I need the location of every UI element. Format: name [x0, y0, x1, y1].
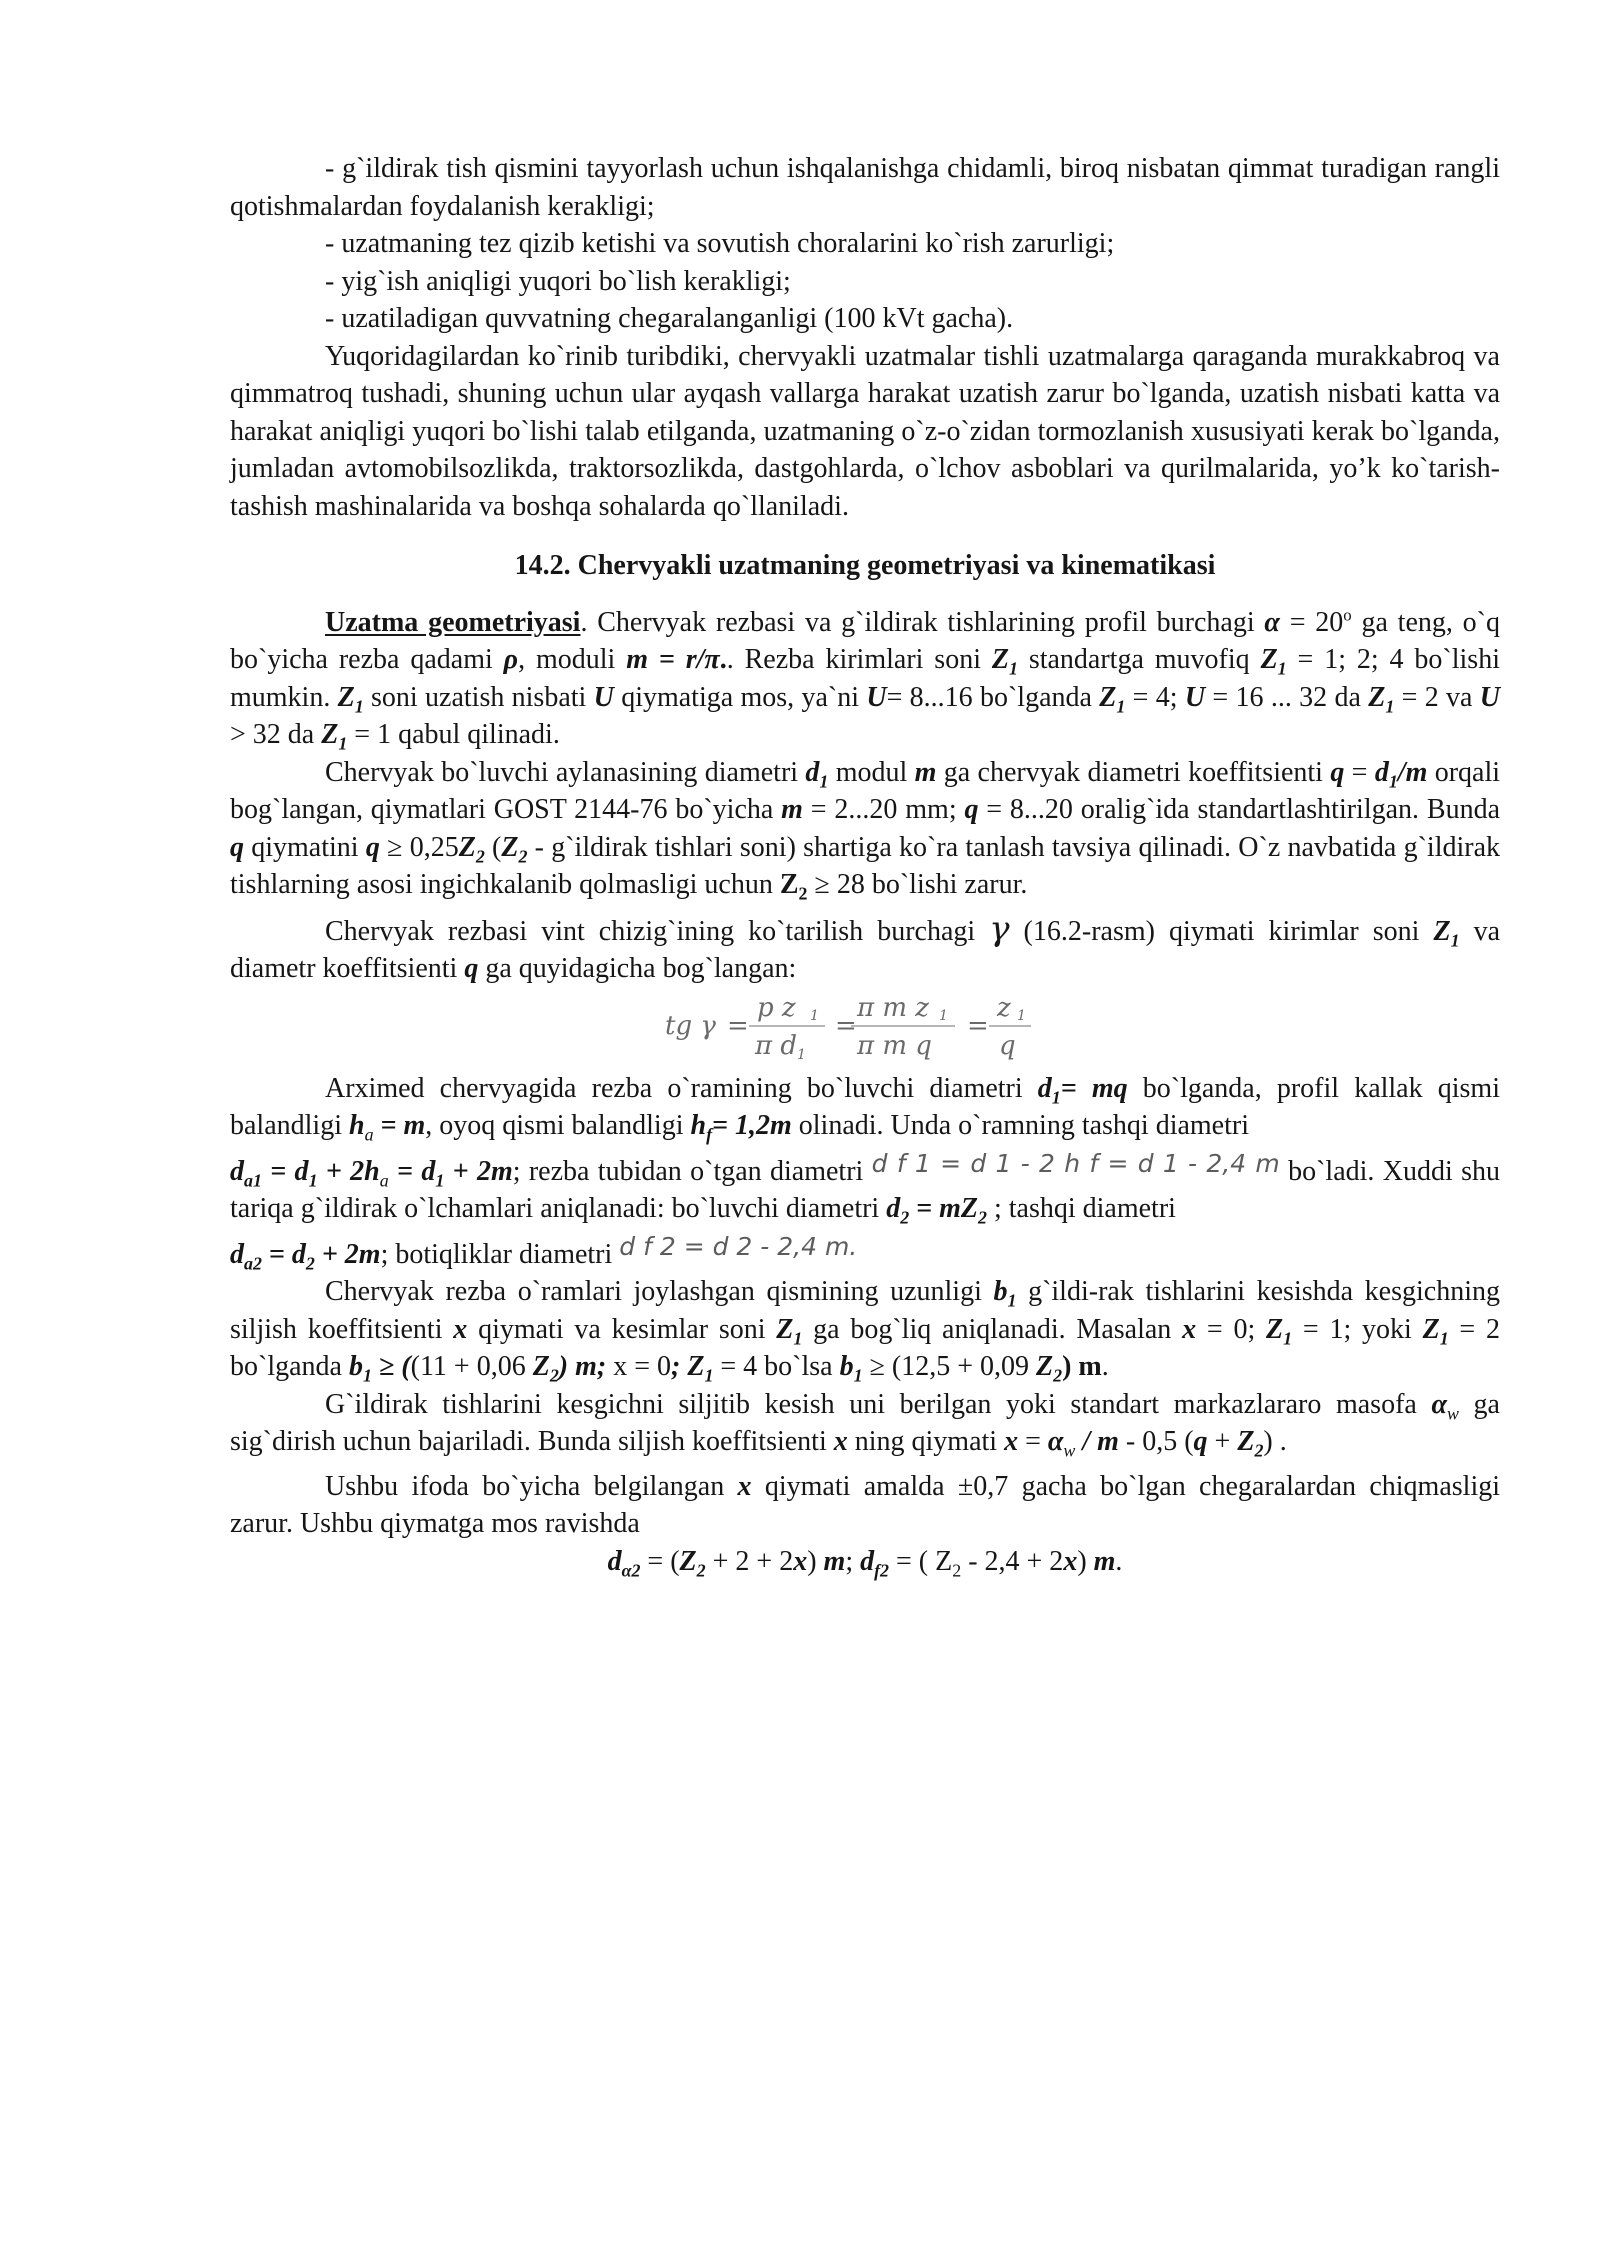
intro-paragraph: Yuqoridagilardan ko`rinib turibdiki, chervyakli uzatmalar tishli uzatmalarga qaraganda murakkabroq va qimmatroq tushadi, shuning uchun ular ayqash vallarga harakat uzatish zarur bo`lganda, uzatish nisbati katta va harakat aniqligi yuqori bo`lishi talab etilganda, uzatmaning o`z-o`zidan tormozlanish xususiyati kerak bo`lganda, jumladan avtomobilsozlikda, traktorsozlikda, dastgohlarda, o`lchov asboblari va qurilmalarida, yo’k ko`tarish-tashish mashinalarida va boshqa sohalarda qo`llaniladi.	[230, 340, 1500, 522]
archimedean-paragraph: Arximed chervyagida rezba o`ramining bo`luvchi diametri $d_1=$ mq bo`lganda, profil kallak qismi balandligi $h_a = m$, oyoq qismi balandligi $h_f= 1,2m$ olinadi. Unda o`ramning tashqi diametri $d_{a1} = d_1 + 2h_a = d_1 + 2m$; rezba tubidan o`tgan diametri d f 1 = d 1 - 2 h f = d 1 - 2,4 m bo`ladi. Xuddi shu tariqa g`ildirak o`lchamlari aniqlanadi: bo`luvchi diametri $d_2 = mZ_2$ ; tashqi diametri $d_{a2} = d_2 + 2m$; botiqliklar diametri d f 2 = d 2 - 2,4 m.	[230, 1072, 1501, 1274]
svg-text:π m z: π m z	[857, 992, 929, 1023]
svg-text:q: q	[999, 1030, 1016, 1061]
svg-text:π m q: π m q	[857, 1030, 932, 1061]
svg-text:z: z	[997, 992, 1011, 1023]
geometry-paragraph: Uzatma geometriyasi. Chervyak rezbasi va g`ildirak tishlarining profil burchagi $\alpha = 20^o$ ga teng, o`q bo`yicha rezba qadami ρ, moduli m = r/π.. Rezba kirimlari soni $Z_1$ standartga muvofiq $Z_1 = 1$; 2; 4 bo`lishi mumkin. $Z_1$ soni uzatish nisbati U qiymatiga mos, ya`ni U= 8...16 bo`lganda $Z_1 = 4$; U = 16 ... 32 da $Z_1 = 2$ va U > 32 da $Z_1 = 1$ qabul qilinadi.	[230, 605, 1501, 754]
svg-text:=: =	[967, 1010, 989, 1041]
bullet-item: - yig`ish aniqligi yuqori bo`lish kerakligi;	[325, 265, 791, 297]
bullet-item: - uzatmaning tez qizib ketishi va sovutish choralarini ko`rish zarurligi;	[325, 228, 1115, 259]
document-page	[230, 150, 1500, 1580]
svg-text:tg γ: tg γ	[665, 1010, 716, 1041]
section-title: 14.2. Chervyakli uzatmaning geometriyasi va kinematikasi	[514, 550, 1216, 581]
thread-length-paragraph: Chervyak rezba o`ramlari joylashgan qismining uzunligi $b_1$ g`ildi-rak tishlarini kesishda kesgichning siljish koeffitsienti x qiymati va kesimlar soni $Z_1$ ga bog`liq aniqlanadi. Masalan x = 0; $Z_1 = 1$; yoki $Z_1 = 2$ bo`lganda $b_1 \ge ((11 + 0,06$ $Z_2$) m; x = 0; $Z_1 = 4$ bo`lsa $b_1 \ge (12,5 + 0,09$ $Z_2$) m.	[230, 1276, 1501, 1386]
lead-angle-formula	[230, 990, 1500, 1062]
svg-text:=: =	[835, 1010, 857, 1041]
svg-text:1: 1	[797, 1046, 806, 1062]
bullet-item: - uzatiladigan quvvatning chegaralanganligi (100 kVt gacha).	[325, 303, 1014, 334]
svg-text:p z: p z	[757, 992, 796, 1023]
limit-paragraph: Ushbu ifoda bo`yicha belgilangan x qiymati amalda ±0,7 gacha bo`lgan chegaralardan chiqmasligi zarur. Ushbu qiymatga mos ravishda	[230, 1470, 1500, 1539]
gamma-symbol: γ	[989, 908, 1010, 949]
svg-text:1: 1	[1017, 1007, 1026, 1024]
shift-paragraph: G`ildirak tishlarini kesgichni siljitib kesish uni berilgan yoki standart markazlararo masofa $\alpha_w$ ga sig`dirish uchun bajariladi. Bunda siljish koeffitsienti x ning qiymati $x = \alpha_w / m - 0,5$ $(q + Z_2)$ .	[230, 1388, 1500, 1461]
lead-angle-paragraph: Chervyak rezbasi vint chizig`ining ko`tarilish burchagi γ (16.2-rasm) qiymati kirimlar soni $Z_1$ va diametr koeffitsienti q ga quyidagicha bog`langan:	[230, 908, 1500, 984]
svg-text:π d: π d	[755, 1030, 797, 1061]
bullet-item: - g`ildirak tish qismini tayyorlash uchun ishqalanishga chidamli, biroq nisbatan qimmat turadigan rangli qotishmalardan foydalanish kerakligi;	[230, 153, 1500, 222]
svg-text:1: 1	[810, 1007, 819, 1024]
final-formula: $d_{\alpha 2} = (Z_2 + 2 + 2x)$ m; $d_{f2}$ = ( $Z_2 - 2,4 + 2x$) m.	[607, 1545, 1123, 1581]
df1-formula: d f 1 = d 1 - 2 h f = d 1 - 2,4 m	[871, 1148, 1280, 1178]
df2-formula: d f 2 = d 2 - 2,4 m.	[619, 1231, 858, 1261]
formula-graphic	[665, 990, 1085, 1062]
svg-text:=: =	[727, 1010, 749, 1041]
diameter-paragraph: Chervyak bo`luvchi aylanasining diametri $d_1$ modul m ga chervyak diametri koeffitsienti $q = d_1/m$ orqali bog`langan, qiymatlari GOST 2144-76 bo`yicha m = 2...20 mm; q = 8...20 oralig`ida standartlashtirilgan. Bunda q qiymatini $q \ge 0,25Z_2$ ($Z_2$ - g`ildirak tishlari soni) shartiga ko`ra tanlash tavsiya qilinadi. O`z navbatida g`ildirak tishlarning asosi ingichkalanib qolmasligi uchun $Z_2 \ge 28$ bo`lishi zarur.	[230, 756, 1501, 904]
svg-text:1: 1	[939, 1007, 948, 1024]
paragraph-heading: Uzatma geometriyasi	[325, 606, 581, 638]
